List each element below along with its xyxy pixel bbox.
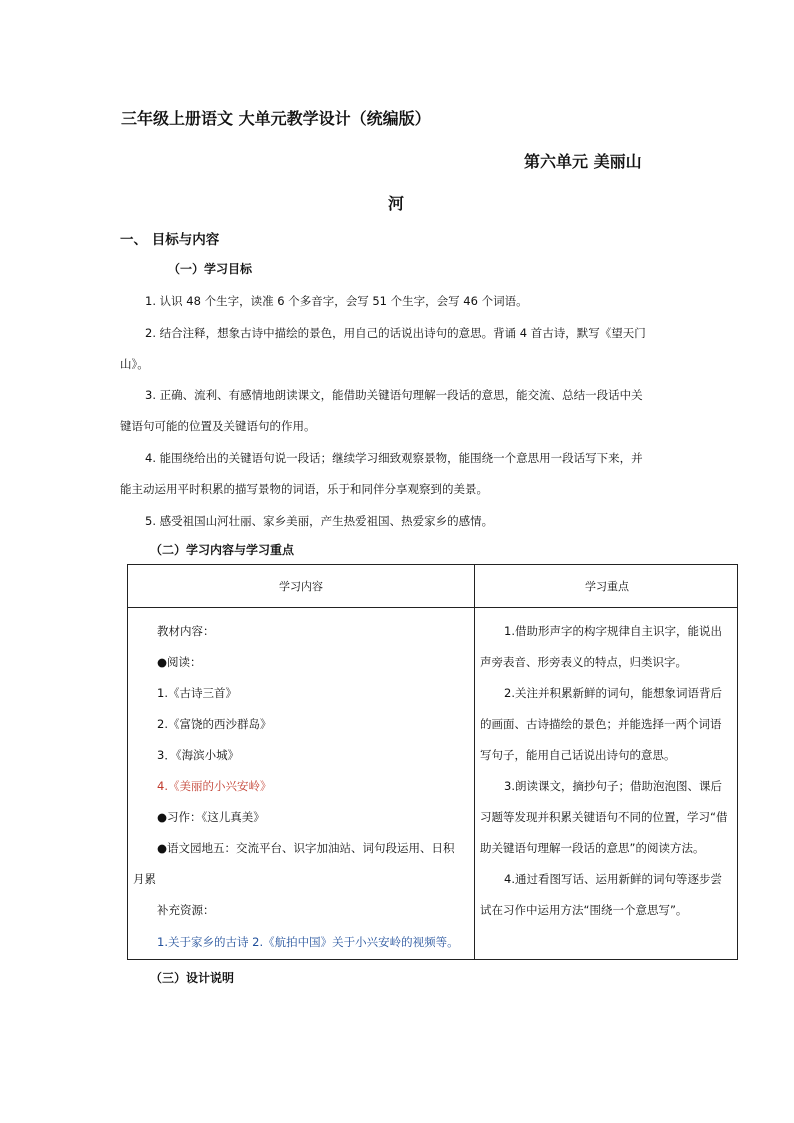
focus-line: 2.关注并积累新鲜的词句，能想象词语背后 bbox=[504, 686, 722, 700]
focus-line: 1.借助形声字的构字规律自主识字，能说出 bbox=[504, 624, 722, 638]
goal-item-3-line2: 键语句可能的位置及关键语句的作用。 bbox=[120, 419, 316, 433]
goal-item-2-line2: 山》。 bbox=[120, 357, 149, 371]
content-line: ●阅读： bbox=[157, 655, 202, 669]
focus-line: 4.通过看图写话、运用新鲜的词句等逐步尝 bbox=[504, 872, 722, 886]
content-line: 1.《古诗三首》 bbox=[157, 686, 237, 700]
goal-item-2-line1: 2. 结合注释，想象古诗中描绘的景色，用自己的话说出诗句的意思。背诵 4 首古诗，默写《望天门 bbox=[145, 326, 646, 340]
unit-title-line1: 第六单元 美丽山 bbox=[524, 152, 642, 171]
focus-line: 声旁表音、形旁表义的特点，归类识字。 bbox=[480, 655, 687, 669]
goal-item-1: 1. 认识 48 个生字，读准 6 个多音字，会写 51 个生字，会写 46 个词语。 bbox=[145, 294, 528, 308]
document-title: 三年级上册语文 大单元教学设计（统编版） bbox=[121, 109, 431, 128]
table-header-divider bbox=[128, 607, 737, 608]
content-line: ●语文园地五：交流平台、识字加油站、词句段运用、日积 bbox=[157, 841, 455, 855]
content-focus-table bbox=[127, 564, 738, 960]
focus-line: 3.朗读课文，摘抄句子；借助泡泡图、课后 bbox=[504, 779, 722, 793]
content-line: 4.《美丽的小兴安岭》 bbox=[157, 779, 272, 793]
focus-line: 助关键语句理解一段话的意思”的阅读方法。 bbox=[480, 841, 705, 855]
table-column-divider bbox=[474, 565, 475, 959]
focus-line: 习题等发现并积累关键语句不同的位置，学习“借 bbox=[480, 810, 728, 824]
focus-line: 试在习作中运用方法“围绕一个意思写”。 bbox=[480, 903, 688, 917]
focus-line: 的画面、古诗描绘的景色；并能选择一两个词语 bbox=[480, 717, 722, 731]
unit-title-line2: 河 bbox=[388, 194, 405, 213]
table-header-focus: 学习重点 bbox=[585, 580, 629, 593]
subheading-content-focus: （二）学习内容与学习重点 bbox=[150, 543, 295, 557]
table-header-content: 学习内容 bbox=[279, 580, 323, 593]
content-line: 1.关于家乡的古诗 2.《航拍中国》关于小兴安岭的视频等。 bbox=[157, 935, 459, 949]
goal-item-3-line1: 3. 正确、流利、有感情地朗读课文，能借助关键语句理解一段话的意思，能交流、总结一段话中关 bbox=[145, 388, 643, 402]
content-line: 3．《海滨小城》 bbox=[157, 748, 240, 762]
content-line: ●习作：《这儿真美》 bbox=[157, 810, 265, 824]
focus-line: 写句子，能用自己话说出诗句的意思。 bbox=[480, 748, 676, 762]
content-line: 补充资源： bbox=[157, 903, 215, 917]
content-line: 教材内容： bbox=[157, 624, 215, 638]
subheading-learning-goals: （一）学习目标 bbox=[168, 262, 253, 276]
goal-item-4-line1: 4. 能围绕给出的关键语句说一段话；继续学习细致观察景物，能围绕一个意思用一段话写下来，并 bbox=[145, 451, 643, 465]
subheading-design-notes: （三）设计说明 bbox=[150, 971, 235, 985]
content-line: 2.《富饶的西沙群岛》 bbox=[157, 717, 272, 731]
content-line: 月累 bbox=[133, 872, 156, 886]
goal-item-4-line2: 能主动运用平时积累的描写景物的词语，乐于和同伴分享观察到的美景。 bbox=[120, 482, 488, 496]
section-heading-goals-content: 一、 目标与内容 bbox=[120, 232, 220, 248]
goal-item-5: 5. 感受祖国山河壮丽、家乡美丽，产生热爱祖国、热爱家乡的感情。 bbox=[145, 514, 494, 528]
